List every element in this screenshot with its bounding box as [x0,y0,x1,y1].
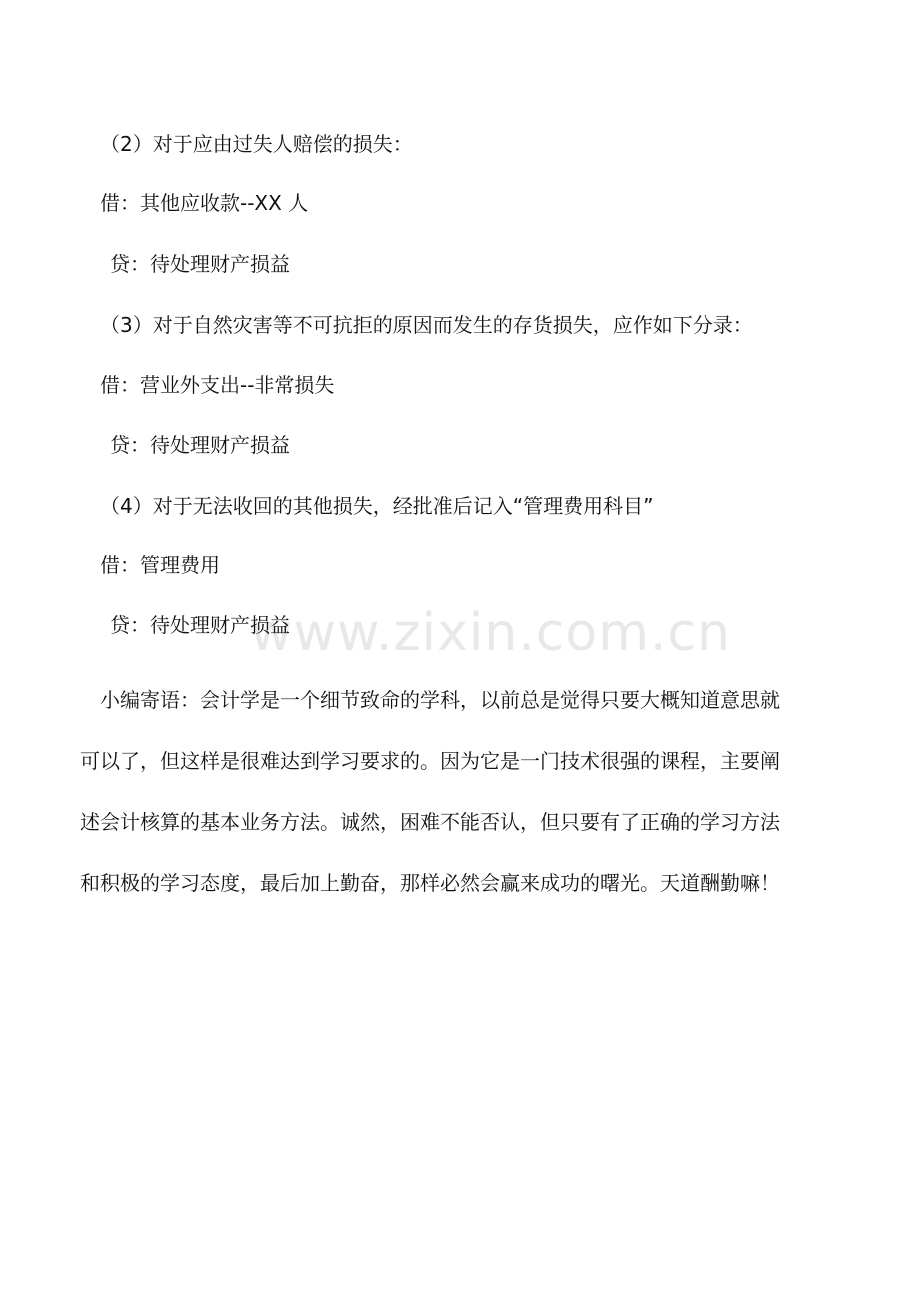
document-line-3: 贷：待处理财产损益 [110,252,290,276]
document-line-6: 贷：待处理财产损益 [110,433,290,457]
closing-paragraph-line-4: 和积极的学习态度，最后加上勤奋，那样必然会赢来成功的曙光。天道酬勤嘛！ [80,871,780,895]
document-line-8: 借：管理费用 [100,553,220,577]
closing-paragraph-line-1: 小编寄语：会计学是一个细节致命的学科，以前总是觉得只要大概知道意思就 [100,688,780,712]
document-line-9: 贷：待处理财产损益 [110,613,290,637]
document-line-7: （4）对于无法收回的其他损失，经批准后记入“管理费用科目” [100,494,654,518]
closing-paragraph-line-3: 述会计核算的基本业务方法。诚然，困难不能否认，但只要有了正确的学习方法 [80,810,780,834]
closing-paragraph-line-2: 可以了，但这样是很难达到学习要求的。因为它是一门技术很强的课程，主要阐 [80,749,780,773]
closing-paragraph [80,670,850,914]
document-line-5: 借：营业外支出--非常损失 [100,373,335,397]
document-line-1: （2）对于应由过失人赔偿的损失： [100,132,413,156]
watermark: www.zixin.com.cn [250,603,731,663]
document-line-2: 借：其他应收款--XX 人 [100,191,309,215]
document-line-4: （3）对于自然灾害等不可抗拒的原因而发生的存货损失，应作如下分录： [100,313,753,337]
